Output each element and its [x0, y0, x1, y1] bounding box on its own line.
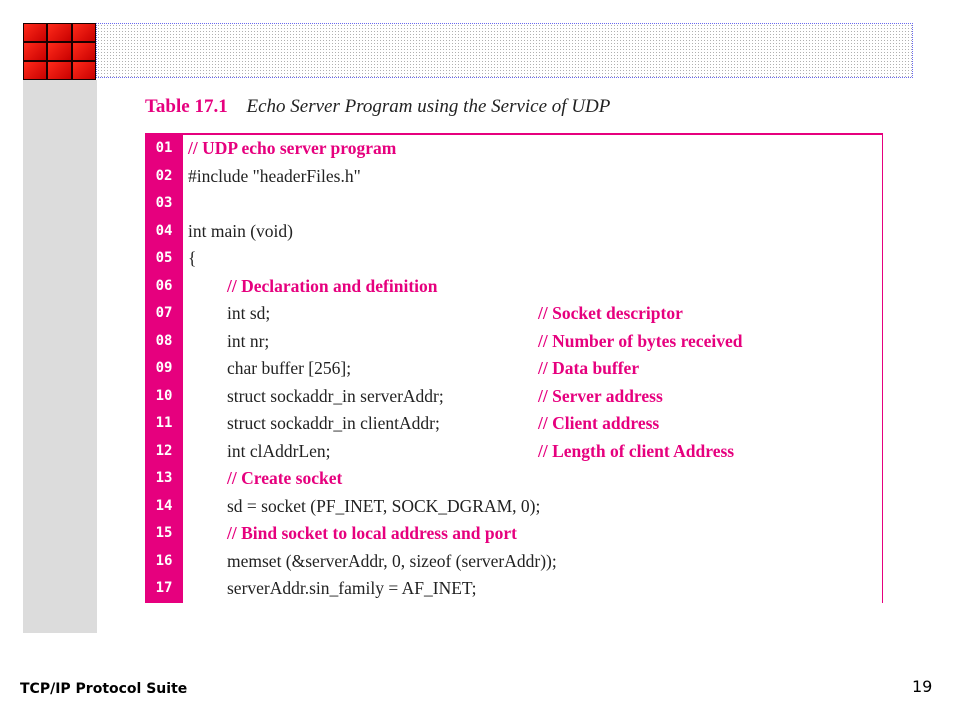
inline-comment: // Number of bytes received — [538, 330, 743, 351]
code-text: serverAddr.sin_family = AF_INET; — [227, 578, 477, 598]
code-line — [145, 548, 882, 576]
code-text: #include "headerFiles.h" — [188, 165, 361, 186]
code-line — [145, 493, 882, 521]
line-number: 13 — [155, 470, 173, 486]
left-sidebar-bar — [23, 80, 97, 633]
code-line — [145, 163, 882, 191]
code-comment: // Bind socket to local address and port — [227, 523, 517, 543]
line-number: 12 — [155, 442, 173, 459]
code-line — [145, 273, 882, 301]
line-number: 02 — [155, 167, 173, 184]
code-text: char buffer [256]; — [227, 358, 352, 378]
line-number: 10 — [155, 387, 173, 404]
line-number: 05 — [155, 250, 173, 266]
line-number: 17 — [155, 580, 173, 596]
code-text: int main (void) — [188, 220, 293, 241]
inline-comment: // Client address — [538, 413, 660, 433]
line-number: 15 — [155, 525, 173, 541]
line-number: 07 — [155, 305, 173, 321]
code-listing — [145, 133, 883, 603]
code-text: int sd; — [227, 303, 271, 323]
inline-comment: // Data buffer — [538, 358, 640, 378]
code-text: { — [188, 248, 197, 268]
table-number: Table 17.1 — [145, 96, 228, 117]
code-line — [145, 520, 882, 548]
code-text: struct sockaddr_in serverAddr; — [227, 385, 444, 406]
line-number: 08 — [155, 332, 173, 349]
line-number: 11 — [155, 415, 173, 431]
red-grid-logo — [23, 23, 96, 80]
line-number: 03 — [155, 195, 173, 211]
code-line — [145, 410, 882, 438]
table-caption — [145, 96, 610, 118]
page-number: 19 — [912, 677, 933, 696]
code-text: int nr; — [227, 330, 270, 351]
code-text: struct sockaddr_in clientAddr; — [227, 413, 440, 433]
header-band — [96, 23, 913, 78]
code-line — [145, 465, 882, 493]
code-line — [145, 135, 882, 163]
code-line — [145, 245, 882, 273]
code-line — [145, 218, 882, 246]
line-number: 16 — [155, 552, 173, 569]
line-number: 09 — [155, 360, 173, 376]
inline-comment: // Length of client Address — [538, 440, 735, 461]
code-line — [145, 300, 882, 328]
code-text: int clAddrLen; — [227, 440, 331, 461]
line-number: 06 — [155, 277, 173, 294]
code-comment: // Create socket — [227, 468, 343, 488]
code-line — [145, 575, 882, 603]
code-line — [145, 355, 882, 383]
table-title: Echo Server Program using the Service of UDP — [246, 96, 611, 117]
code-line — [145, 383, 882, 411]
line-number: 14 — [155, 497, 173, 514]
line-number: 04 — [155, 222, 173, 239]
footer-title: TCP/IP Protocol Suite — [20, 681, 188, 697]
code-text: sd = socket (PF_INET, SOCK_DGRAM, 0); — [227, 495, 541, 516]
code-line — [145, 328, 882, 356]
inline-comment: // Server address — [538, 385, 663, 406]
code-line — [145, 190, 882, 218]
line-number: 01 — [155, 140, 173, 156]
inline-comment: // Socket descriptor — [538, 303, 683, 323]
code-comment: // UDP echo server program — [188, 138, 397, 158]
code-line — [145, 438, 882, 466]
code-comment: // Declaration and definition — [227, 275, 438, 296]
code-text: memset (&serverAddr, 0, sizeof (serverAddr)); — [227, 550, 557, 571]
